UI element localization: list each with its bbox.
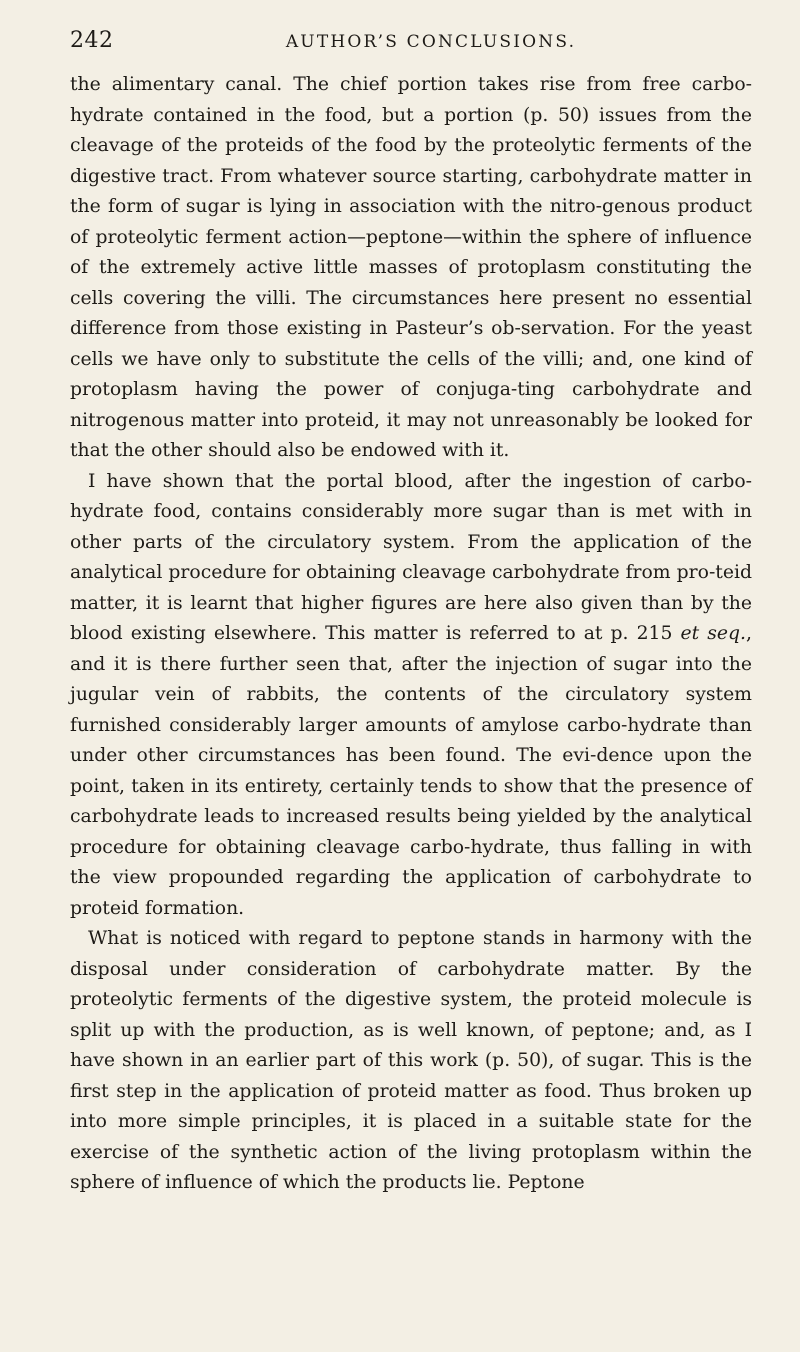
paragraph-1: the alimentary canal. The chief portion takes rise from free carbo-hydrate contained in the food, but a portion (p. 50) issues from the cleavage of the proteids of the food by the proteolytic ferments of the digestive tract. From whatever source starting, carbohydrate matter in the form of sugar is lying in association with the nitro-genous product of proteolytic ferment action—peptone—within the sphere of influence of the extremely active little masses of protoplasm constituting the cells covering the villi. The circumstances here present no essential difference from those existing in Pasteur’s ob-servation. For the yeast cells we have only to substitute the cells of the villi; and, one kind of protoplasm having the power of conjuga-ting carbohydrate and nitrogenous matter into proteid, it may not unreasonably be looked for that the other should also be endowed with it.	[70, 74, 752, 461]
running-head	[70, 0, 752, 70]
paragraph-3: What is noticed with regard to peptone stands in harmony with the disposal under consideration of carbohydrate matter. By the proteolytic ferments of the digestive system, the proteid molecule is split up with the production, as is well known, of peptone; and, as I have shown in an earlier part of this work (p. 50), of sugar. This is the first step in the application of proteid matter as food. Thus broken up into more simple principles, it is placed in a suitable state for the exercise of the synthetic action of the living protoplasm within the sphere of influence of which the products lie. Peptone	[70, 928, 752, 1193]
paragraph-2-part-b: , and it is there further seen that, after the injection of sugar into the jugular vein of rabbits, the contents of the circulatory system furnished considerably larger amounts of amylose carbo-hydrate than under other circumstances has been found. The evi-dence upon the point, taken in its entirety, certainly tends to show that the presence of carbohydrate leads to increased results being yielded by the analytical procedure for obtaining cleavage carbo-hydrate, thus falling in with the view propounded regarding the application of carbohydrate to proteid formation.	[70, 623, 752, 919]
running-title: AUTHOR’S CONCLUSIONS.	[285, 32, 577, 52]
paragraph-2	[70, 467, 752, 925]
paragraph-2-part-a: I have shown that the portal blood, after the ingestion of carbo-hydrate food, contains considerably more sugar than is met with in other parts of the circulatory system. From the application of the analytical procedure for obtaining cleavage carbohydrate from pro-teid matter, it is learnt that higher figures are here also given than by the blood existing elsewhere. This matter is referred to at p. 215	[70, 470, 752, 644]
page-number: 242	[70, 28, 114, 53]
paragraph-2-italic: et seq.	[680, 623, 746, 644]
body-text	[70, 70, 752, 1199]
